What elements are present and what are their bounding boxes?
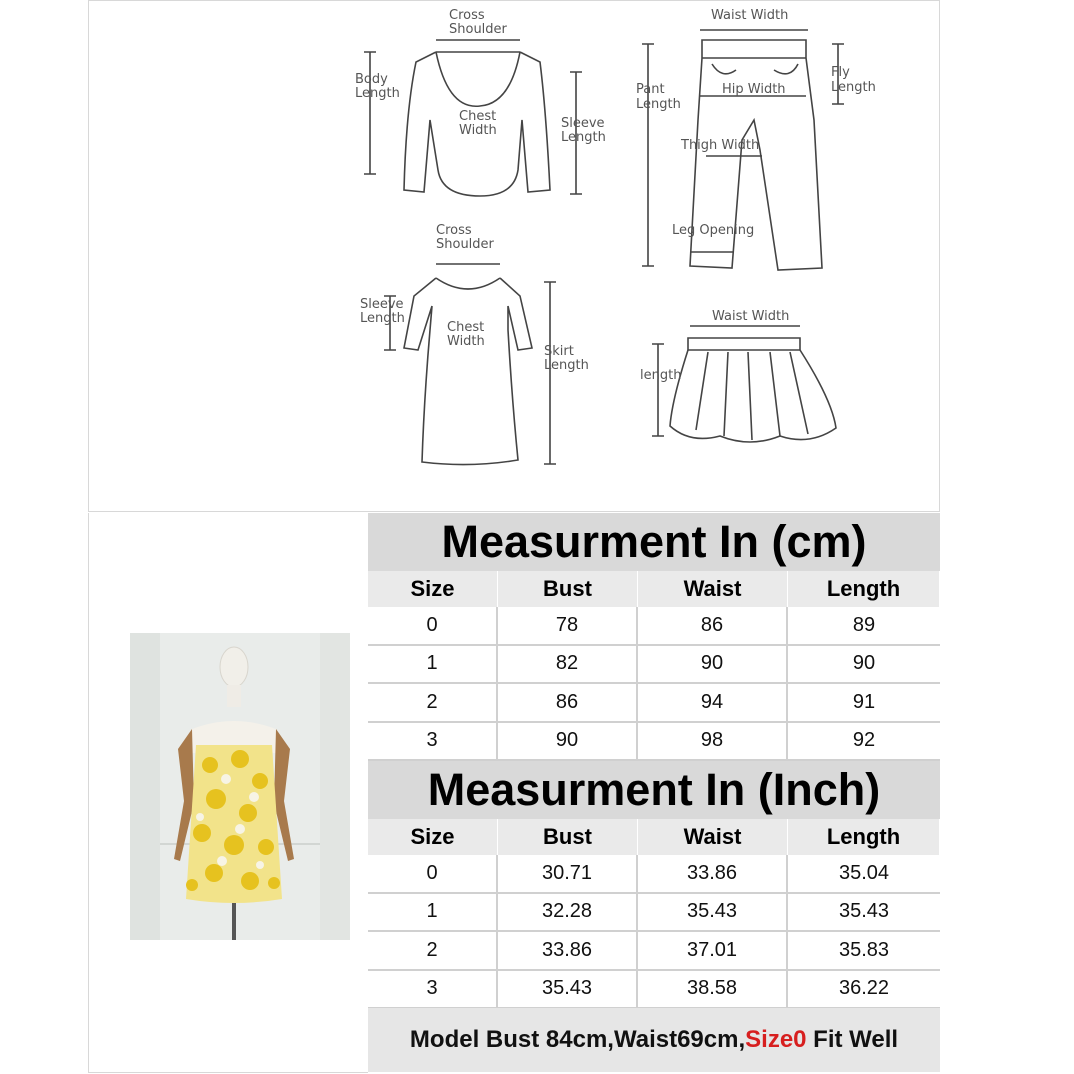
cm-cell: 78 bbox=[498, 607, 638, 646]
cm-cell: 90 bbox=[788, 646, 940, 685]
inch-cell: 2 bbox=[368, 932, 498, 971]
inch-cell: 35.43 bbox=[498, 971, 638, 1010]
mannequin-dress-image bbox=[130, 633, 350, 940]
measurement-diagrams bbox=[0, 0, 1074, 512]
cm-cell: 94 bbox=[638, 684, 788, 723]
inch-header-length: Length bbox=[788, 819, 940, 855]
label-fly-length-2: Length bbox=[831, 80, 876, 95]
inch-table-title: Measurment In (Inch) bbox=[368, 761, 940, 819]
inch-cell: 35.83 bbox=[788, 932, 940, 971]
cm-cell: 98 bbox=[638, 723, 788, 762]
cm-header-length: Length bbox=[788, 571, 940, 607]
inch-header-size: Size bbox=[368, 819, 498, 855]
inch-cell: 3 bbox=[368, 971, 498, 1010]
inch-cell: 0 bbox=[368, 855, 498, 894]
cm-cell: 0 bbox=[368, 607, 498, 646]
label-chest-width-2: Width bbox=[459, 123, 497, 138]
cm-table bbox=[368, 571, 940, 761]
label-body-length-1: Body bbox=[355, 72, 388, 87]
label-body-length-2: Length bbox=[355, 86, 400, 101]
product-photo bbox=[130, 633, 350, 940]
cm-cell: 1 bbox=[368, 646, 498, 685]
cm-cell: 90 bbox=[498, 723, 638, 762]
label-cross-shoulder-1: Cross bbox=[449, 8, 485, 23]
label-dress-cross-shoulder-2: Shoulder bbox=[436, 237, 494, 252]
inch-cell: 38.58 bbox=[638, 971, 788, 1010]
cm-cell: 86 bbox=[638, 607, 788, 646]
label-dress-chest-width-2: Width bbox=[447, 334, 485, 349]
cm-cell: 3 bbox=[368, 723, 498, 762]
label-dress-sleeve-length-2: Length bbox=[360, 311, 405, 326]
inch-table bbox=[368, 819, 940, 1009]
inch-cell: 1 bbox=[368, 894, 498, 933]
garment-sketches bbox=[0, 0, 1074, 512]
cm-header-waist: Waist bbox=[638, 571, 788, 607]
note-suffix: Fit Well bbox=[806, 1026, 899, 1053]
cm-table-title: Measurment In (cm) bbox=[368, 513, 940, 571]
label-skirt-length-1: Skirt bbox=[544, 344, 574, 359]
cm-cell: 90 bbox=[638, 646, 788, 685]
size-chart bbox=[368, 513, 940, 1009]
cm-cell: 86 bbox=[498, 684, 638, 723]
note-prefix: Model Bust 84cm,Waist69cm, bbox=[409, 1026, 746, 1053]
cm-cell: 91 bbox=[788, 684, 940, 723]
label-dress-sleeve-length-1: Sleeve bbox=[360, 297, 404, 312]
label-dress-cross-shoulder-1: Cross bbox=[436, 223, 472, 238]
inch-cell: 33.86 bbox=[498, 932, 638, 971]
label-sleeve-length-2: Length bbox=[561, 130, 606, 145]
cm-header-size: Size bbox=[368, 571, 498, 607]
label-pant-length-2: Length bbox=[636, 97, 681, 112]
label-skirt-waist-width: Waist Width bbox=[712, 309, 790, 324]
label-chest-width-1: Chest bbox=[459, 109, 497, 124]
cm-cell: 82 bbox=[498, 646, 638, 685]
label-skirt-length-2: Length bbox=[544, 358, 589, 373]
label-hip-width: Hip Width bbox=[722, 82, 786, 97]
cm-cell: 89 bbox=[788, 607, 940, 646]
inch-cell: 35.04 bbox=[788, 855, 940, 894]
note-highlight: Size0 bbox=[745, 1026, 807, 1053]
inch-cell: 32.28 bbox=[498, 894, 638, 933]
inch-cell: 30.71 bbox=[498, 855, 638, 894]
label-fly-length-1: Fly bbox=[831, 65, 850, 80]
model-fit-note bbox=[368, 1008, 940, 1072]
cm-cell: 2 bbox=[368, 684, 498, 723]
cm-header-bust: Bust bbox=[498, 571, 638, 607]
label-cross-shoulder-2: Shoulder bbox=[449, 22, 507, 37]
inch-cell: 33.86 bbox=[638, 855, 788, 894]
inch-cell: 35.43 bbox=[638, 894, 788, 933]
inch-cell: 35.43 bbox=[788, 894, 940, 933]
cm-cell: 92 bbox=[788, 723, 940, 762]
label-waist-width: Waist Width bbox=[711, 8, 789, 23]
inch-cell: 37.01 bbox=[638, 932, 788, 971]
label-pant-length-1: Pant bbox=[636, 82, 665, 97]
label-thigh-width: Thigh Width bbox=[681, 138, 760, 153]
inch-cell: 36.22 bbox=[788, 971, 940, 1010]
label-dress-chest-width-1: Chest bbox=[447, 320, 485, 335]
inch-header-waist: Waist bbox=[638, 819, 788, 855]
inch-header-bust: Bust bbox=[498, 819, 638, 855]
label-leg-opening: Leg Opening bbox=[672, 223, 755, 238]
label-sleeve-length-1: Sleeve bbox=[561, 116, 605, 131]
label-length: length bbox=[640, 368, 682, 383]
